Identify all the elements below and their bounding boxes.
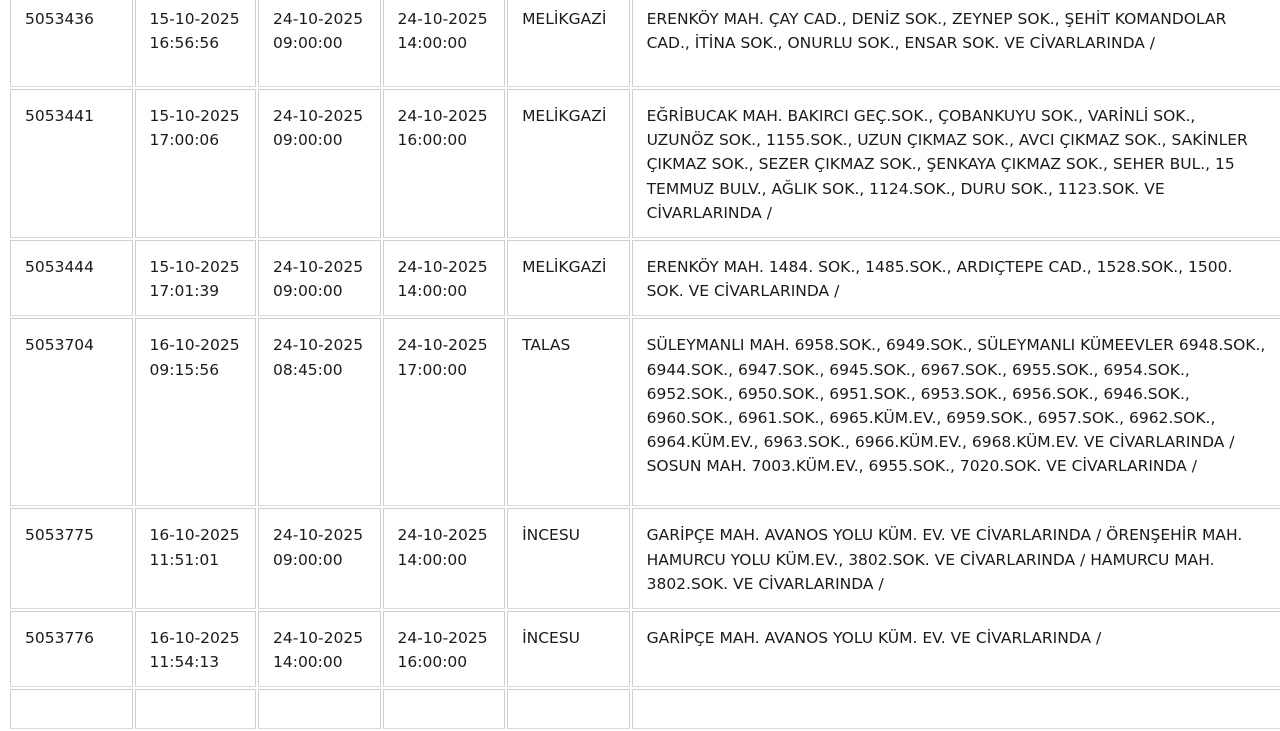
empty-cell [383,689,506,729]
start-date: 24-10-2025 [273,526,364,545]
end-date: 24-10-2025 [397,107,488,125]
table-row [10,240,1280,316]
empty-cell [10,689,133,729]
start-time: 09:00:00 [273,34,343,53]
created-datetime-cell [135,318,256,506]
start-time: 08:45:00 [273,360,343,379]
record-id-cell: 5053441 [10,89,133,238]
district-cell: İNCESU [507,611,630,687]
created-date: 16-10-2025 [149,336,240,355]
end-date: 24-10-2025 [397,10,488,28]
end-datetime-cell [383,508,506,609]
created-datetime-cell [135,508,256,609]
end-date: 24-10-2025 [397,258,488,277]
record-id-cell: 5053436 [10,0,133,87]
start-time: 09:00:00 [273,550,343,569]
start-date: 24-10-2025 [273,10,364,28]
start-datetime-cell [258,89,381,238]
table-row [10,611,1280,687]
record-id-cell: 5053444 [10,240,133,316]
district-cell: MELİKGAZİ [507,89,630,238]
start-time: 09:00:00 [273,282,343,301]
end-datetime-cell [383,89,506,238]
created-datetime-cell [135,240,256,316]
created-date: 15-10-2025 [149,107,240,125]
record-id-cell: 5053704 [10,318,133,506]
district-cell: İNCESU [507,508,630,609]
start-datetime-cell [258,240,381,316]
start-datetime-cell [258,611,381,687]
start-date: 24-10-2025 [273,258,364,277]
start-date: 24-10-2025 [273,107,364,125]
created-date: 15-10-2025 [149,258,240,277]
start-datetime-cell [258,508,381,609]
table-row [10,89,1280,238]
table-row [10,508,1280,609]
start-time: 14:00:00 [273,653,343,672]
end-datetime-cell [383,611,506,687]
start-datetime-cell [258,318,381,506]
address-cell: SÜLEYMANLI MAH. 6958.SOK., 6949.SOK., SÜLEYMANLI KÜMEEVLER 6948.SOK., 6944.SOK., 6947.SOK., 6945.SOK., 6967.SOK., 6955.SOK., 6954.SOK., 6952.SOK., 6950.SOK., 6951.SOK., 6953.SOK., 6956.SOK., 6946.SOK., 6960.SOK., 6961.SOK., 6965.KÜM.EV., 6959.SOK., 6957.SOK., 6962.SOK., 6964.KÜM.EV., 6963.SOK., 6966.KÜM.EV., 6968.KÜM.EV. VE CİVARLARINDA / SOSUN MAH. 7003.KÜM.EV., 6955.SOK., 7020.SOK. VE CİVARLARINDA / [632,318,1280,506]
end-date: 24-10-2025 [397,526,488,545]
table-row [10,318,1280,506]
end-time: 17:00:00 [397,360,468,379]
start-date: 24-10-2025 [273,336,364,355]
district-cell: MELİKGAZİ [507,240,630,316]
address-cell: GARİPÇE MAH. AVANOS YOLU KÜM. EV. VE CİVARLARINDA / [632,611,1280,687]
end-time: 16:00:00 [397,653,468,672]
start-datetime-cell [258,0,381,87]
empty-cell [258,689,381,729]
start-date: 24-10-2025 [273,629,364,648]
created-time: 11:54:13 [149,653,220,672]
address-cell: ERENKÖY MAH. 1484. SOK., 1485.SOK., ARDIÇTEPE CAD., 1528.SOK., 1500. SOK. VE CİVARLARINDA / [632,240,1280,316]
created-datetime-cell [135,89,256,238]
created-datetime-cell [135,0,256,87]
created-date: 16-10-2025 [149,526,240,545]
end-datetime-cell [383,0,506,87]
record-id-cell: 5053775 [10,508,133,609]
address-cell: ERENKÖY MAH. ÇAY CAD., DENİZ SOK., ZEYNEP SOK., ŞEHİT KOMANDOLAR CAD., İTİNA SOK., ONURLU SOK., ENSAR SOK. VE CİVARLARINDA / [632,0,1280,87]
created-date: 16-10-2025 [149,629,240,648]
end-time: 14:00:00 [397,34,468,53]
address-cell: GARİPÇE MAH. AVANOS YOLU KÜM. EV. VE CİVARLARINDA / ÖRENŞEHİR MAH. HAMURCU YOLU KÜM.EV., 3802.SOK. VE CİVARLARINDA / HAMURCU MAH. 3802.SOK. VE CİVARLARINDA / [632,508,1280,609]
end-date: 24-10-2025 [397,336,488,355]
empty-cell [632,689,1280,729]
table-row [10,689,1280,729]
end-time: 14:00:00 [397,282,468,301]
end-date: 24-10-2025 [397,629,488,648]
created-time: 16:56:56 [149,34,220,53]
end-time: 14:00:00 [397,550,468,569]
empty-cell [135,689,256,729]
end-time: 16:00:00 [397,131,468,150]
created-time: 17:00:06 [149,131,220,150]
created-date: 15-10-2025 [149,10,240,28]
empty-cell [507,689,630,729]
record-id-cell: 5053776 [10,611,133,687]
outage-table [8,0,1280,731]
district-cell: TALAS [507,318,630,506]
district-cell: MELİKGAZİ [507,0,630,87]
created-time: 09:15:56 [149,360,220,379]
end-datetime-cell [383,240,506,316]
created-time: 17:01:39 [149,282,220,301]
created-time: 11:51:01 [149,550,220,569]
start-time: 09:00:00 [273,131,343,150]
address-cell: EĞRİBUCAK MAH. BAKIRCI GEÇ.SOK., ÇOBANKUYU SOK., VARİNLİ SOK., UZUNÖZ SOK., 1155.SOK., UZUN ÇIKMAZ SOK., AVCI ÇIKMAZ SOK., SAKİNLER ÇIKMAZ SOK., SEZER ÇIKMAZ SOK., ŞENKAYA ÇIKMAZ SOK., SEHER BUL., 15 TEMMUZ BULV., AĞLIK SOK., 1124.SOK., DURU SOK., 1123.SOK. VE CİVARLARINDA / [632,89,1280,238]
created-datetime-cell [135,611,256,687]
end-datetime-cell [383,318,506,506]
table-row [10,0,1280,87]
